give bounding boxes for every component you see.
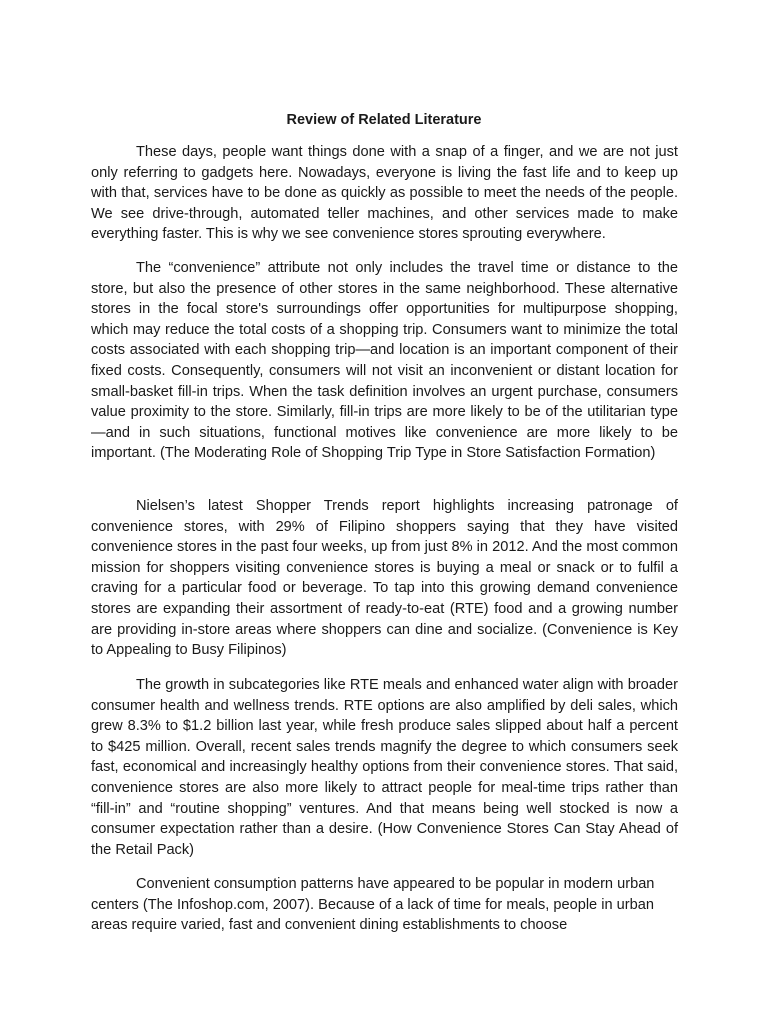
paragraph-nielsen-report: Nielsen’s latest Shopper Trends report highlights increasing patronage of convenience stores, with 29% of Filipino shoppers saying that they have visited convenience stores in the past four weeks, up from just 8% in 2012. And the most common mission for shoppers visiting convenience stores is buying a meal or snack or to fulfil a craving for a particular food or beverage. To tap into this growing demand convenience stores are expanding their assortment of ready-to-eat (RTE) food and a growing number are providing in-store areas where shoppers can dine and socialize. (Convenience is Key to Appealing to Busy Filipinos) [91,498,678,659]
paragraph-consumption-patterns: Convenient consumption patterns have appeared to be popular in modern urban centers (The Infoshop.com, 2007). Because of a lack of time for meals, people in urban areas require varied, fast and convenient dining establishments to choose [91,876,655,934]
paragraph-convenience-attribute: The “convenience” attribute not only includes the travel time or distance to the store, but also the presence of other stores in the same neighborhood. These alternative stores in the focal store's surroundings offer opportunities for multipurpose shopping, which may reduce the total costs of a shopping trip. Consumers want to minimize the total costs associated with each shopping trip—and location is an important component of their fixed costs. Consequently, consumers will not visit an inconvenient or distant location for small-basket fill-in trips. When the task definition involves an urgent purchase, consumers value proximity to the store. Similarly, fill-in trips are more likely to be of the utilitarian type—and in such situations, functional motives like convenience are more likely to be important. (The Moderating Role of Shopping Trip Type in Store Satisfaction Formation) [91,260,678,462]
paragraph-intro: These days, people want things done with a snap of a finger, and we are not just only referring to gadgets here. Nowadays, everyone is living the fast life and to keep up with that, services have to be done as quickly as possible to meet the needs of the people. We see drive-through, automated teller machines, and other services made to make everything faster. This is why we see convenience stores sprouting everywhere. [91,144,678,243]
paragraph-rte-growth: The growth in subcategories like RTE meals and enhanced water align with broader consumer health and wellness trends. RTE options are also amplified by deli sales, which grew 8.3% to $1.2 billion last year, while fresh produce sales slipped about half a percent to $425 million. Overall, recent sales trends magnify the degree to which consumers seek fast, economical and increasingly healthy options from their convenience stores. That said, convenience stores are also more likely to attract people for meal-time trips rather than “fill-in” and “routine shopping” ventures. And that means being well stocked is now a consumer expectation rather than a desire. (How Convenience Stores Can Stay Ahead of the Retail Pack) [91,677,678,858]
document-title: Review of Related Literature [286,112,482,128]
